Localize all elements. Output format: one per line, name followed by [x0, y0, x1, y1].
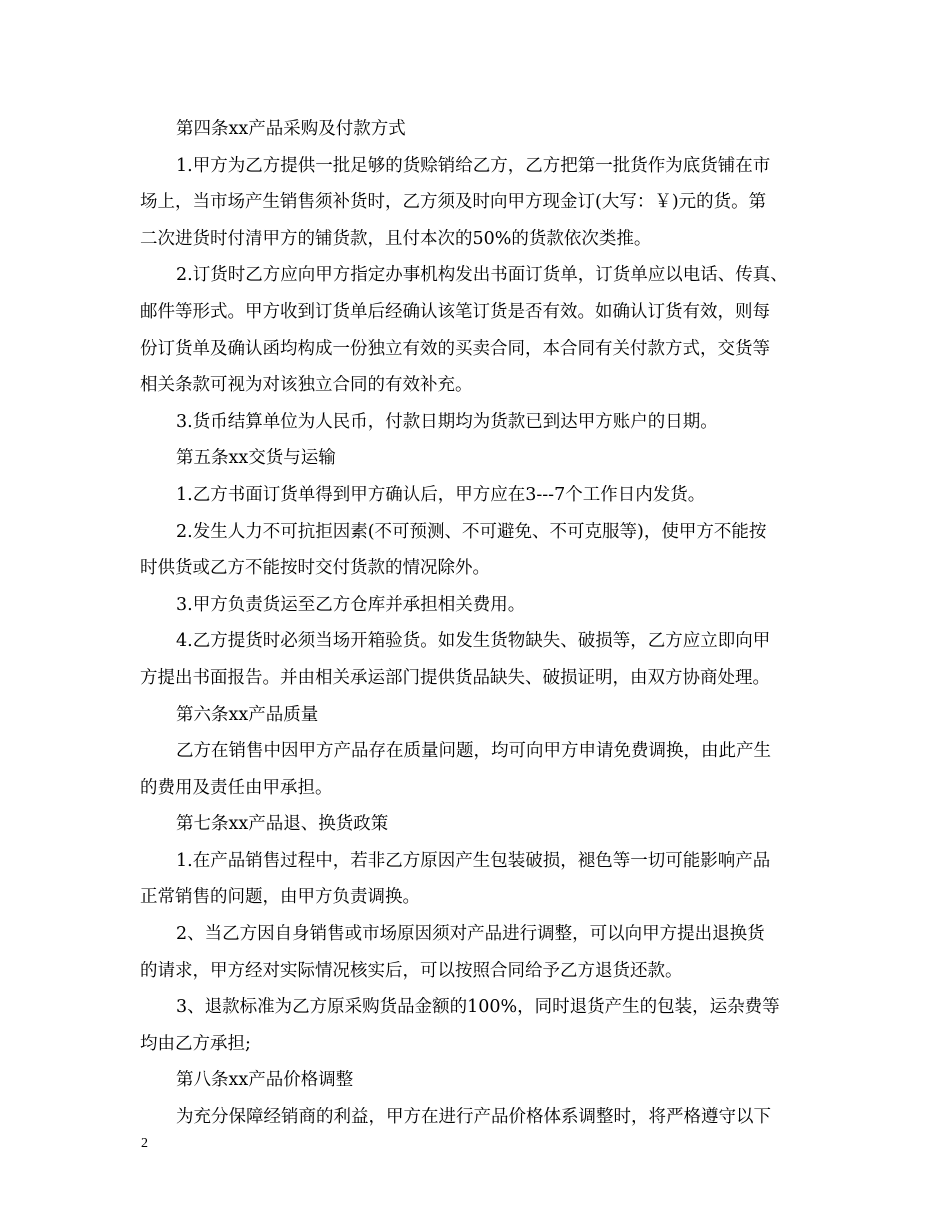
article-6-heading: 第六条xx产品质量 — [176, 704, 319, 725]
paragraph-line: 1.乙方书面订货单得到甲方确认后，甲方应在3---7个工作日内发货。 — [176, 484, 706, 505]
paragraph-line: 3.甲方负责货运至乙方仓库并承担相关费用。 — [176, 594, 526, 615]
paragraph-line: 为充分保障经销商的利益，甲方在进行产品价格体系调整时，将严格遵守以下 — [176, 1107, 771, 1128]
paragraph-line: 乙方在销售中因甲方产品存在质量问题，均可向甲方申请免费调换，由此产生 — [176, 741, 771, 762]
paragraph-line: 2.订货时乙方应向甲方指定办事机构发出书面订货单，订货单应以电话、传真、 — [176, 265, 788, 286]
paragraph-line: 2、当乙方因自身销售或市场原因须对产品进行调整，可以向甲方提出退换货 — [176, 924, 765, 945]
article-7-heading: 第七条xx产品退、换货政策 — [176, 814, 389, 835]
paragraph-line: 时供货或乙方不能按时交付货款的情况除外。 — [140, 558, 490, 579]
paragraph-line: 邮件等形式。甲方收到订货单后经确认该笔订货是否有效。如确认订货有效，则每 — [140, 301, 770, 322]
paragraph-line: 场上，当市场产生销售须补货时，乙方须及时向甲方现金订(大写：￥)元的货。第 — [140, 192, 767, 213]
paragraph-line: 正常销售的问题，由甲方负责调换。 — [140, 887, 420, 908]
paragraph-line: 份订货单及确认函均构成一份独立有效的买卖合同，本合同有关付款方式，交货等 — [140, 338, 770, 359]
paragraph-line: 的费用及责任由甲承担。 — [140, 777, 333, 798]
paragraph-line: 2.发生人力不可抗拒因素(不可预测、不可避免、不可克服等)，使甲方不能按 — [176, 521, 767, 542]
paragraph-line: 1.在产品销售过程中，若非乙方原因产生包装破损，褪色等一切可能影响产品 — [176, 850, 771, 871]
page-number: 2 — [141, 1136, 148, 1151]
paragraph-line: 1.甲方为乙方提供一批足够的货赊销给乙方，乙方把第一批货作为底货铺在市 — [176, 155, 771, 176]
paragraph-line: 3.货币结算单位为人民币，付款日期均为货款已到达甲方账户的日期。 — [176, 411, 718, 432]
paragraph-line: 4.乙方提货时必须当场开箱验货。如发生货物缺失、破损等，乙方应立即向甲 — [176, 631, 771, 652]
paragraph-line: 的请求，甲方经对实际情况核实后，可以按照合同给予乙方退货还款。 — [140, 960, 683, 981]
paragraph-line: 均由乙方承担; — [140, 1033, 251, 1054]
article-4-heading: 第四条xx产品采购及付款方式 — [176, 119, 406, 139]
paragraph-line: 相关条款可视为对该独立合同的有效补充。 — [140, 375, 473, 396]
article-8-heading: 第八条xx产品价格调整 — [176, 1070, 354, 1091]
paragraph-line: 二次进货时付清甲方的铺货款，且付本次的50%的货款依次类推。 — [140, 228, 652, 249]
article-5-heading: 第五条xx交货与运输 — [176, 448, 336, 469]
paragraph-line: 3、退款标准为乙方原采购货品金额的100%，同时退货产生的包装，运杂费等 — [176, 997, 780, 1018]
paragraph-line: 方提出书面报告。并由相关承运部门提供货品缺失、破损证明，由双方协商处理。 — [140, 667, 770, 688]
document-body — [140, 111, 840, 1136]
